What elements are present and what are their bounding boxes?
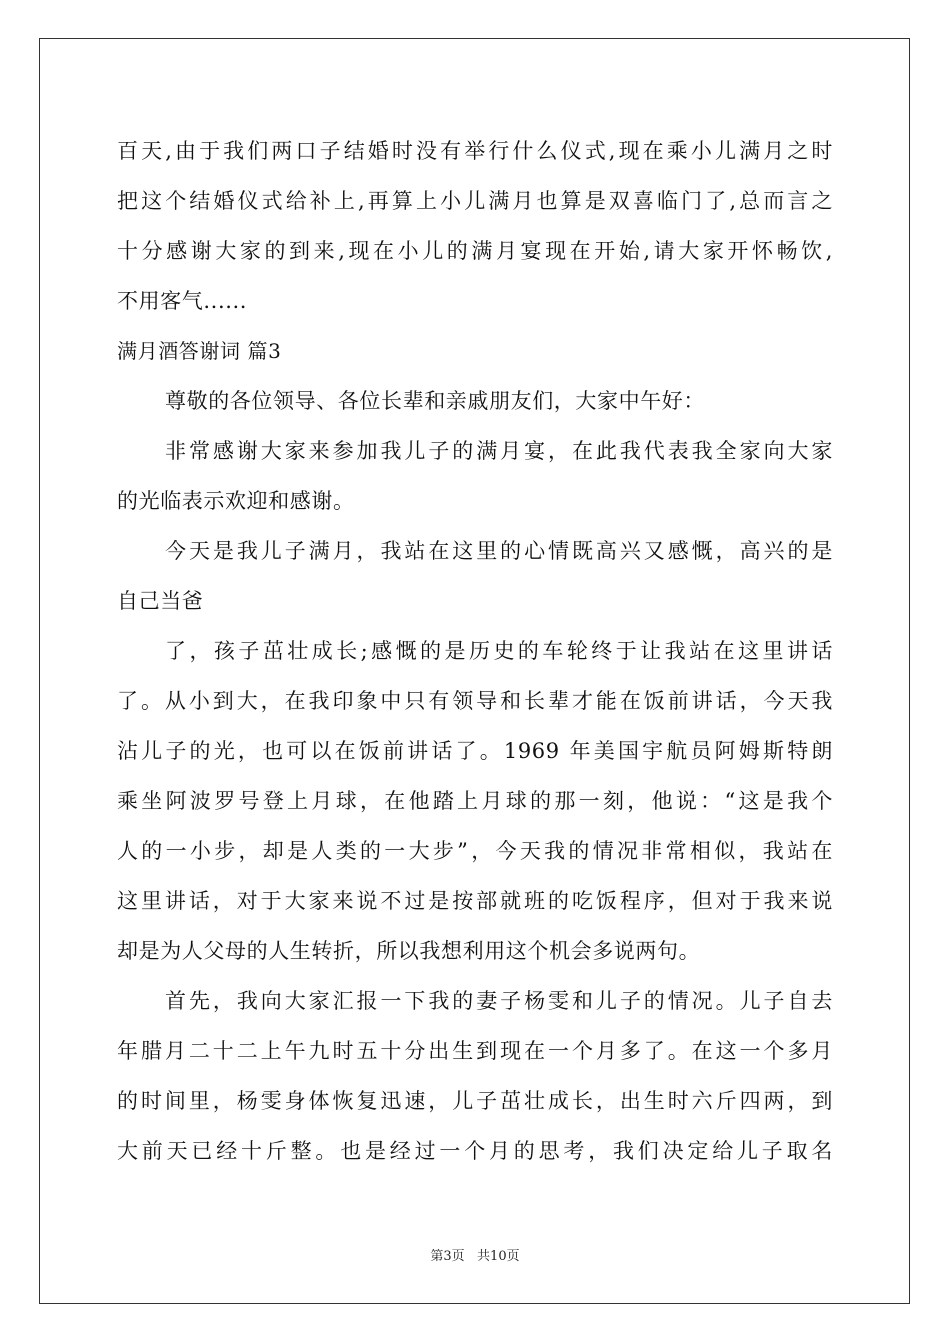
body-text-line: 了，孩子茁壮成长;感慨的是历史的车轮终于让我站在这里讲话 (165, 639, 833, 663)
body-text-line: 这里讲话，对于大家来说不过是按部就班的吃饭程序，但对于我来说 (117, 889, 833, 913)
body-text-line: 人的一小步，却是人类的一大步”，今天我的情况非常相似，我站在 (117, 839, 833, 863)
body-text-line: 的光临表示欢迎和感谢。 (117, 489, 355, 513)
body-text-line: 年腊月二十二上午九时五十分出生到现在一个月多了。在这一个多月 (117, 1039, 833, 1063)
body-text-line: 了。从小到大，在我印象中只有领导和长辈才能在饭前讲话，今天我 (117, 689, 833, 713)
body-text-line: 的时间里，杨雯身体恢复迅速，儿子茁壮成长，出生时六斤四两，到 (117, 1089, 833, 1113)
salutation: 尊敬的各位领导、各位长辈和亲戚朋友们，大家中午好： (165, 389, 705, 413)
body-text-line: 非常感谢大家来参加我儿子的满月宴，在此我代表我全家向大家 (165, 439, 833, 463)
body-text-line: 把这个结婚仪式给补上,再算上小儿满月也算是双喜临门了,总而言之 (117, 189, 833, 213)
body-text-line: 却是为人父母的人生转折，所以我想利用这个机会多说两句。 (117, 939, 701, 963)
body-text-line: 首先，我向大家汇报一下我的妻子杨雯和儿子的情况。儿子自去 (165, 989, 833, 1013)
page-number: 第3页 共10页 (430, 1249, 520, 1264)
body-text-line: 大前天已经十斤整。也是经过一个月的思考，我们决定给儿子取名 (117, 1139, 833, 1163)
body-text-line: 不用客气...... (117, 289, 248, 313)
body-text-line: 乘坐阿波罗号登上月球，在他踏上月球的那一刻，他说：“这是我个 (117, 789, 833, 813)
body-text-line: 自己当爸 (117, 589, 204, 613)
section-heading: 满月酒答谢词 篇3 (117, 339, 282, 363)
body-text-line: 十分感谢大家的到来,现在小儿的满月宴现在开始,请大家开怀畅饮, (117, 239, 833, 263)
page-footer (0, 1248, 950, 1266)
body-text-line: 百天,由于我们两口子结婚时没有举行什么仪式,现在乘小儿满月之时 (117, 139, 833, 163)
body-text-line: 今天是我儿子满月，我站在这里的心情既高兴又感慨，高兴的是 (165, 539, 833, 563)
body-text-line: 沾儿子的光，也可以在饭前讲话了。1969 年美国宇航员阿姆斯特朗 (117, 739, 833, 763)
